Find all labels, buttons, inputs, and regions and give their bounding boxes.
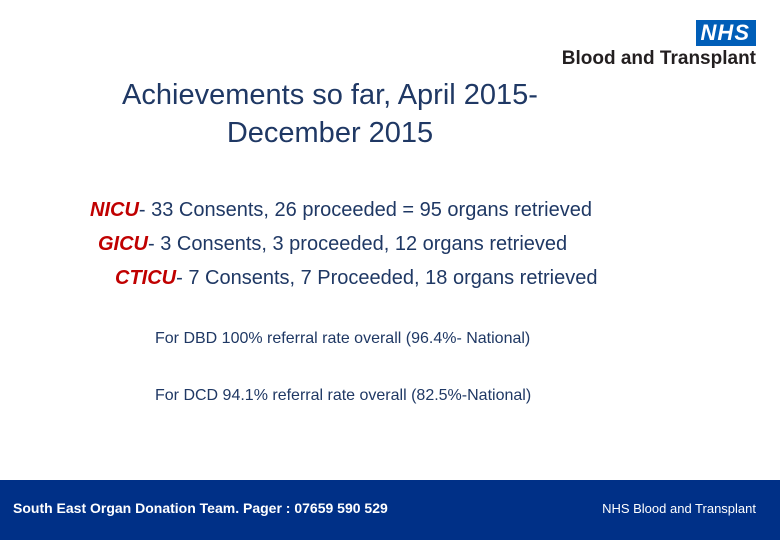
- unit-line-gicu: [98, 232, 567, 256]
- unit-line-nicu: [90, 198, 592, 222]
- note-dbd: For DBD 100% referral rate overall (96.4%- National): [155, 330, 531, 347]
- footer-team-contact: South East Organ Donation Team. Pager : 07659 590 529: [13, 500, 388, 516]
- logo-org-name: Blood and Transplant: [561, 48, 756, 69]
- nhs-logo-badge: NHS: [696, 20, 756, 46]
- unit-name-cticu: CTICU: [115, 267, 177, 289]
- slide-title-line1: Achievements so far, April 2015-: [122, 79, 538, 111]
- unit-stats-nicu: - 33 Consents, 26 proceeded = 95 organs retrieved: [138, 199, 592, 221]
- footer-bar: [0, 480, 780, 540]
- unit-stats-cticu: - 7 Consents, 7 Proceeded, 18 organs retrieved: [176, 267, 598, 289]
- unit-name-gicu: GICU: [98, 233, 148, 255]
- slide-title-line2: December 2015: [226, 117, 434, 149]
- nhsbt-logo: [562, 20, 756, 70]
- unit-stats-gicu: - 3 Consents, 3 proceeded, 12 organs retrieved: [148, 233, 568, 255]
- unit-name-nicu: NICU: [90, 199, 139, 221]
- unit-line-cticu: [115, 266, 597, 290]
- note-dcd: For DCD 94.1% referral rate overall (82.5%-National): [155, 387, 532, 404]
- footer-org-name: NHS Blood and Transplant: [602, 501, 756, 516]
- slide-title: [90, 76, 570, 152]
